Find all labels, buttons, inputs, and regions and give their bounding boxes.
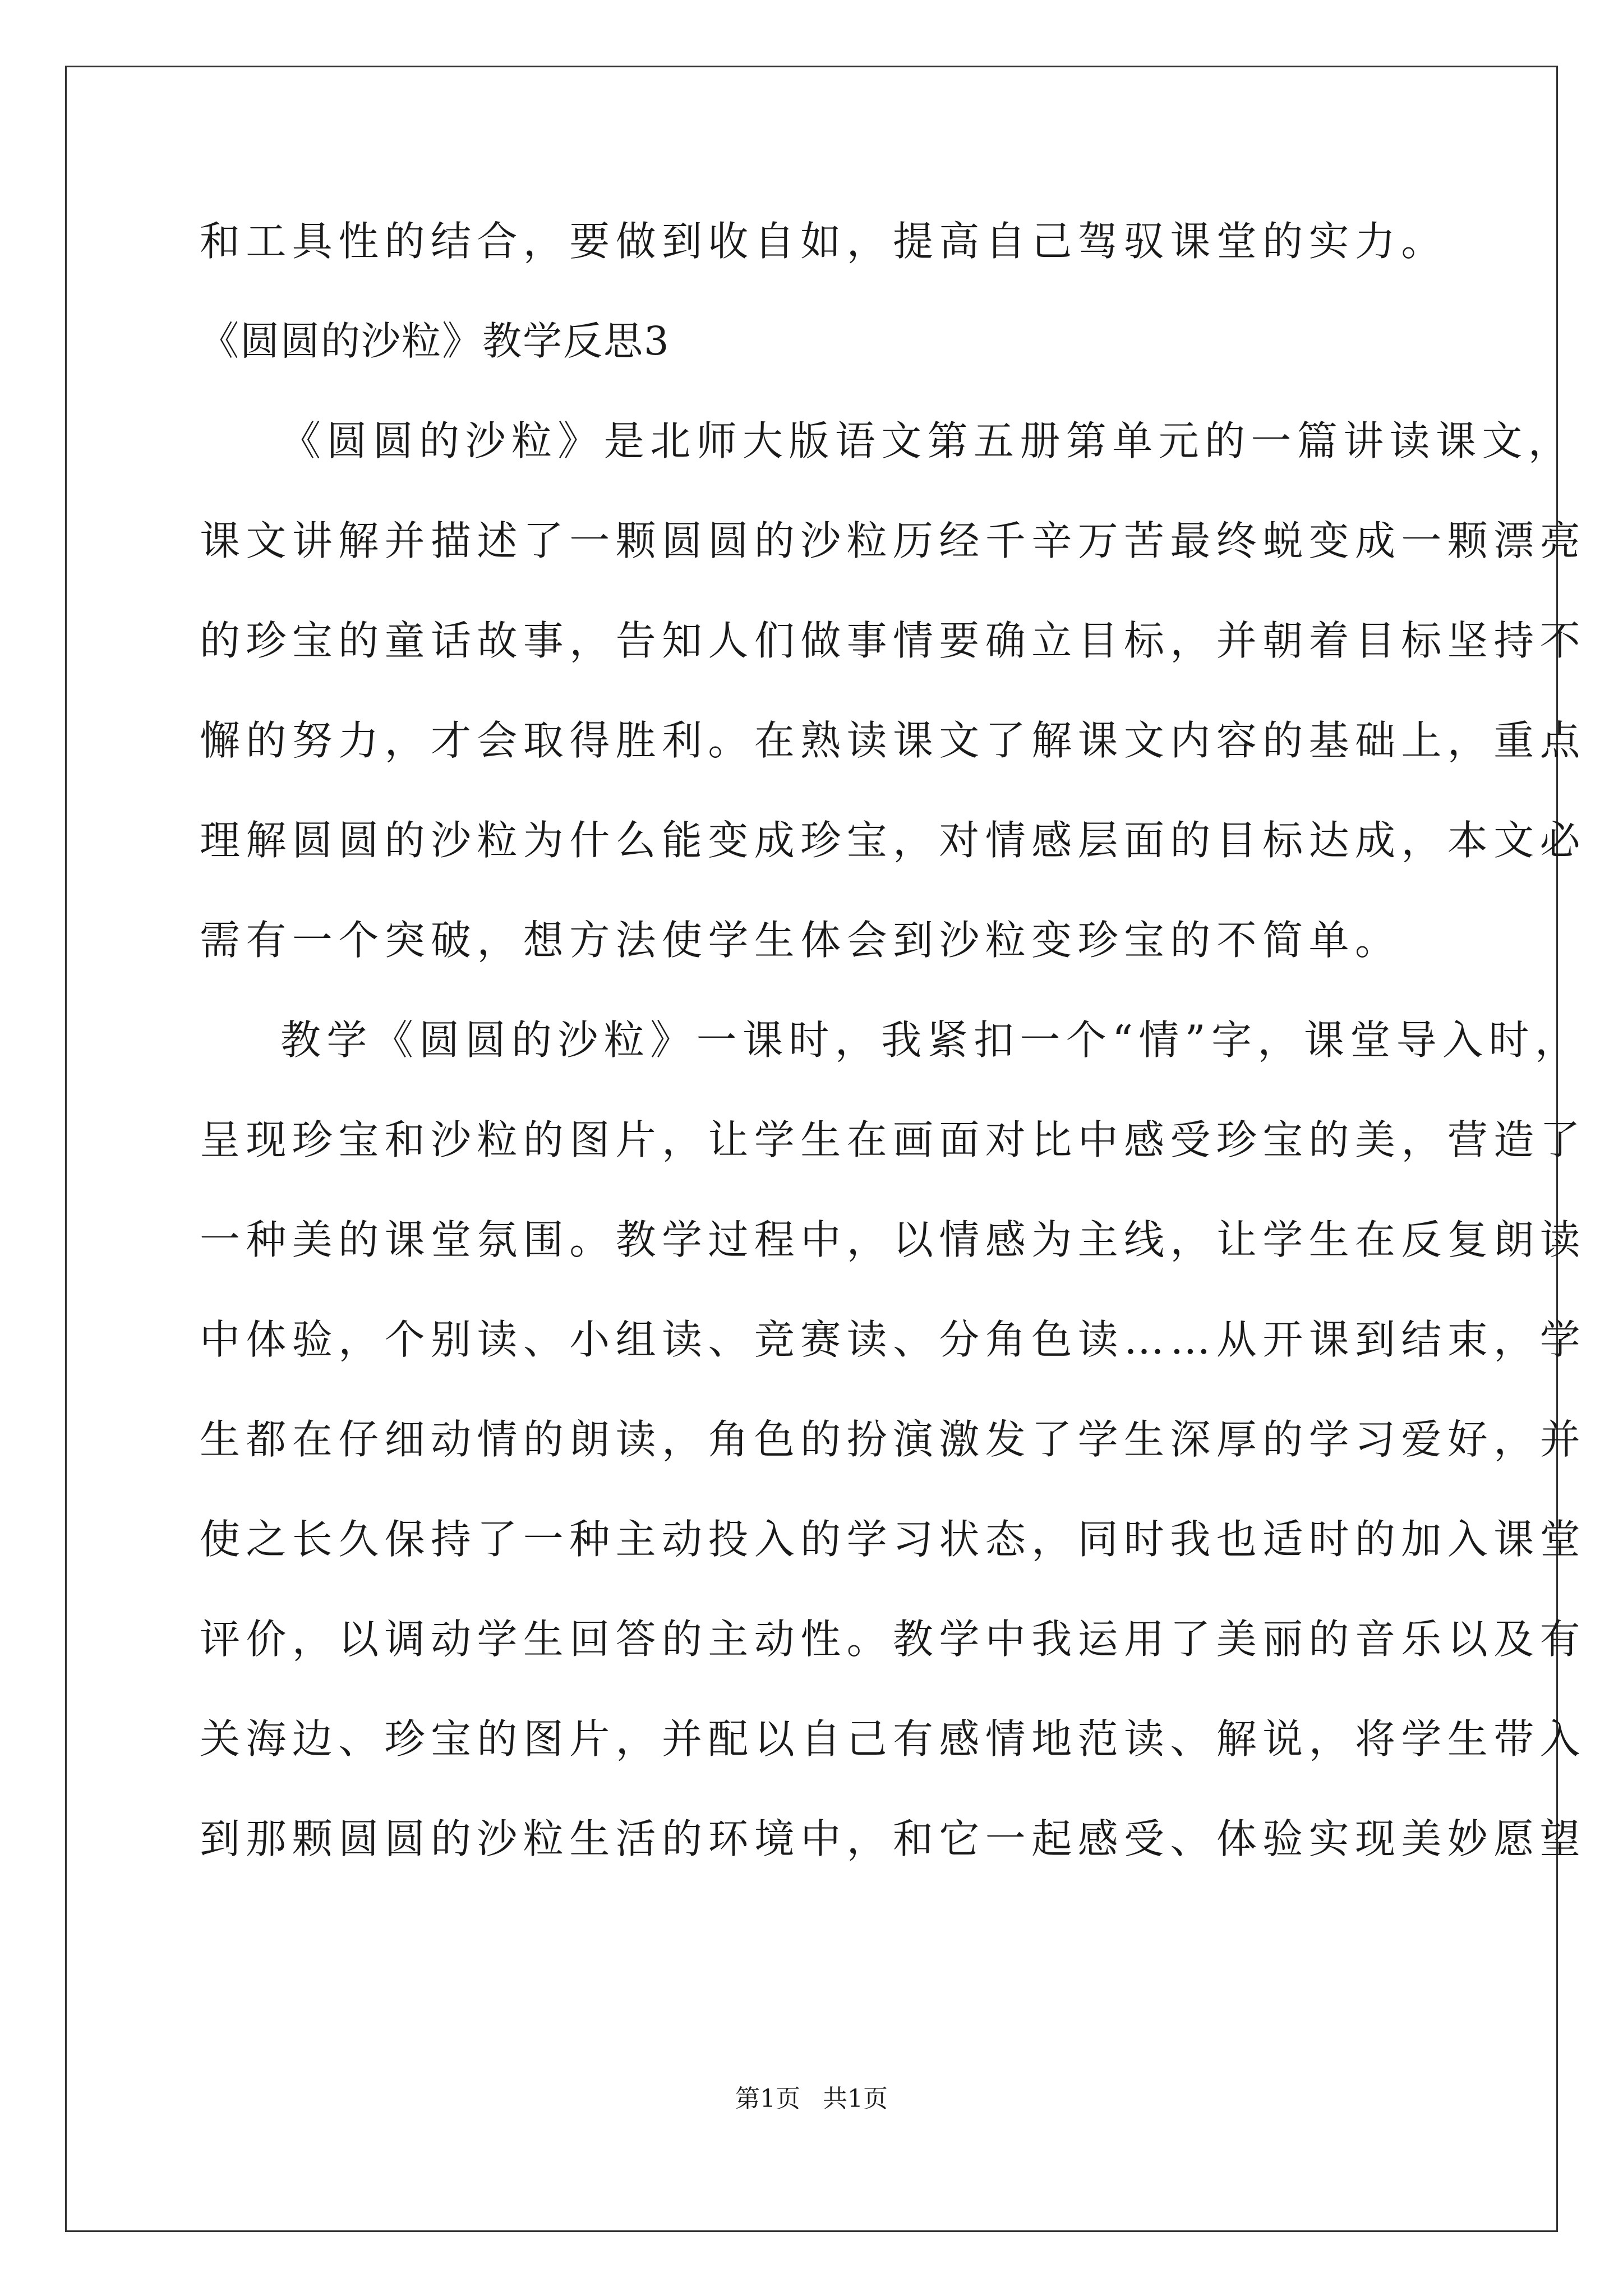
section-heading: 《圆圆的沙粒》教学反思3 [200, 318, 670, 364]
text-line: 一种美的课堂氛围。教学过程中，以情感为主线，让学生在反复朗读 [200, 1216, 1587, 1263]
text-line: 的珍宝的童话故事，告知人们做事情要确立目标，并朝着目标坚持不 [200, 617, 1587, 664]
page-total: 共1页 [823, 2085, 888, 2113]
page-number: 第1页 [735, 2085, 800, 2113]
text-line: 和工具性的结合，要做到收自如，提高自己驾驭课堂的实力。 [200, 218, 1447, 265]
text-line: 课文讲解并描述了一颗圆圆的沙粒历经千辛万苦最终蜕变成一颗漂亮 [200, 517, 1587, 564]
text-line: 生都在仔细动情的朗读，角色的扮演激发了学生深厚的学习爱好，并 [200, 1416, 1587, 1463]
text-line: 中体验，个别读、小组读、竞赛读、分角色读……从开课到结束，学 [200, 1316, 1587, 1363]
text-line: 使之长久保持了一种主动投入的学习状态，同时我也适时的加入课堂 [200, 1516, 1587, 1563]
text-line: 需有一个突破，想方法使学生体会到沙粒变珍宝的不简单。 [200, 917, 1401, 964]
text-line: 懈的努力，才会取得胜利。在熟读课文了解课文内容的基础上，重点 [200, 717, 1587, 764]
text-line: 教学《圆圆的沙粒》一课时，我紧扣一个“情”字，课堂导入时， [280, 1016, 1581, 1064]
text-line: 到那颗圆圆的沙粒生活的环境中，和它一起感受、体验实现美妙愿望 [200, 1815, 1587, 1862]
text-line: 《圆圆的沙粒》是北师大版语文第五册第单元的一篇讲读课文， [280, 417, 1575, 464]
text-line: 评价，以调动学生回答的主动性。教学中我运用了美丽的音乐以及有 [200, 1616, 1587, 1663]
page-footer [0, 2082, 1623, 2116]
text-line: 关海边、珍宝的图片，并配以自己有感情地范读、解说，将学生带入 [200, 1715, 1587, 1763]
text-line: 理解圆圆的沙粒为什么能变成珍宝，对情感层面的目标达成，本文必 [200, 817, 1587, 864]
text-line: 呈现珍宝和沙粒的图片，让学生在画面对比中感受珍宝的美，营造了 [200, 1116, 1587, 1163]
